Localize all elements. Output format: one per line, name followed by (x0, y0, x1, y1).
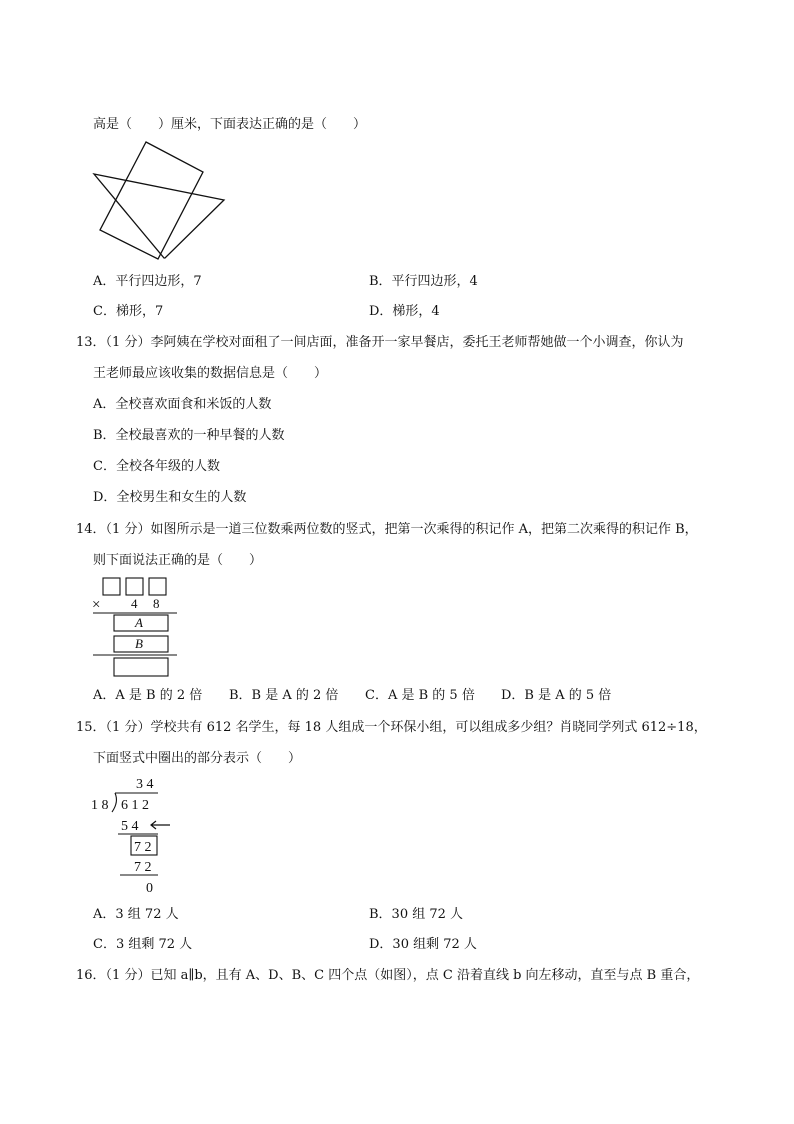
q14-digit-box-1 (103, 578, 120, 595)
q15-long-division-figure (88, 772, 184, 898)
q14-label-a: A (135, 615, 143, 630)
q14-result-box (114, 658, 168, 676)
q13-option-d[interactable]: D．全校男生和女生的人数 (93, 490, 247, 505)
q12-option-a[interactable]: A．平行四边形，7 (93, 274, 202, 289)
q15-arrow-icon (151, 821, 170, 829)
q12-option-c[interactable]: C．梯形，7 (93, 304, 164, 319)
q14-option-c[interactable]: C．A 是 B 的 5 倍 (365, 688, 475, 703)
q12-stem-tail: 高是（ ）厘米，下面表达正确的是（ ） (93, 117, 367, 132)
q15-step1-product: 5 4 (121, 819, 139, 834)
q13-stem-line1: 13．（1 分）李阿姨在学校对面租了一间店面，准备开一家早餐店，委托王老师帮她做一个小调查，你认为 (76, 335, 684, 350)
q15-stem-line1: 15．（1 分）学校共有 612 名学生，每 18 人组成一个环保小组，可以组成多少组？肖晓同学列式 612÷18， (76, 720, 707, 735)
q14-digit-box-2 (126, 578, 143, 595)
q15-option-a[interactable]: A．3 组 72 人 (93, 907, 179, 922)
q15-division-bracket (112, 793, 116, 812)
q14-label-b: B (135, 636, 143, 651)
q13-option-b[interactable]: B．全校最喜欢的一种早餐的人数 (93, 428, 285, 443)
q14-stem-line1: 14．（1 分）如图所示是一道三位数乘两位数的竖式，把第一次乘得的积记作 A，把第二次乘得的积记作 B， (76, 522, 698, 537)
q15-option-b[interactable]: B．30 组 72 人 (369, 907, 464, 922)
q12-trapezoid-shape (94, 174, 224, 258)
q13-stem-line2: 王老师最应该收集的数据信息是（ ） (93, 366, 328, 381)
q14-multiplier-digit-4: 4 (131, 596, 138, 611)
q15-option-c[interactable]: C．3 组剩 72 人 (93, 937, 193, 952)
q13-option-a[interactable]: A．全校喜欢面食和米饭的人数 (93, 397, 272, 412)
q15-dividend: 6 1 2 (121, 798, 149, 813)
q12-option-d[interactable]: D．梯形，4 (369, 304, 440, 319)
q16-stem-line1: 16．（1 分）已知 a∥b，且有 A、D、B、C 四个点（如图），点 C 沿着直线 b 向左移动，直至与点 B 重合， (76, 968, 700, 983)
q15-divisor: 1 8 (91, 798, 109, 813)
q14-multiplication-figure (90, 576, 180, 680)
q15-final-remainder: 0 (146, 881, 153, 896)
q14-option-b[interactable]: B．B 是 A 的 2 倍 (229, 688, 339, 703)
q13-option-c[interactable]: C．全校各年级的人数 (93, 459, 220, 474)
q15-option-d[interactable]: D．30 组剩 72 人 (369, 937, 477, 952)
q14-stem-line2: 则下面说法正确的是（ ） (93, 553, 263, 568)
q14-option-d[interactable]: D．B 是 A 的 5 倍 (501, 688, 612, 703)
q14-digit-box-3 (149, 578, 166, 595)
q15-stem-line2: 下面竖式中圈出的部分表示（ ） (93, 751, 302, 766)
q15-quotient: 3 4 (136, 777, 154, 792)
q15-step2-product: 7 2 (134, 860, 152, 875)
q14-multiplier-digit-8: 8 (153, 596, 160, 611)
q14-times-sign: × (92, 597, 101, 613)
q12-overlapping-quadrilaterals-figure (90, 138, 230, 263)
q14-option-a[interactable]: A．A 是 B 的 2 倍 (93, 688, 203, 703)
q12-option-b[interactable]: B．平行四边形，4 (369, 274, 478, 289)
q15-circled-remainder: 7 2 (134, 840, 152, 855)
